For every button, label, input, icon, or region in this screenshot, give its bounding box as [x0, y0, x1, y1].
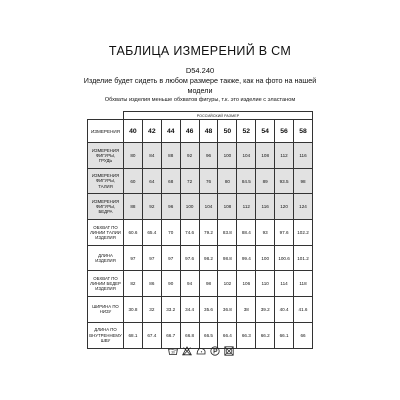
table-cell: 97: [161, 245, 180, 271]
table-cell: 84.5: [237, 168, 256, 194]
header-label: ИЗМЕРЕНИЯ: [88, 120, 124, 143]
table-cell: 98.2: [199, 245, 218, 271]
table-row: [88, 220, 313, 246]
table-cell: 66.7: [161, 322, 180, 348]
table-cell: 110: [256, 271, 275, 297]
table-cell: 106: [237, 271, 256, 297]
row-label: ИЗМЕРЕНИЯ ФИГУРЫ, ТАЛИЯ: [88, 168, 124, 194]
table-cell: 74.6: [180, 220, 199, 246]
table-row: [88, 194, 313, 220]
table-cell: 100: [256, 245, 275, 271]
fit-note: Изделие будет сидеть в любом размере также, как на фото на нашей модели: [83, 76, 317, 95]
table-cell: 60: [124, 168, 143, 194]
table-cell: 60.6: [124, 220, 143, 246]
table-cell: 80: [124, 143, 143, 169]
table-cell: 112: [237, 194, 256, 220]
table-cell: 80: [218, 168, 237, 194]
size-header-56: 56: [275, 120, 294, 143]
table-cell: 65.4: [142, 220, 161, 246]
table-cell: 30.8: [124, 297, 143, 323]
no-tumble-dry-icon: [224, 343, 234, 353]
size-header-54: 54: [256, 120, 275, 143]
table-cell: 94: [180, 271, 199, 297]
size-header-52: 52: [237, 120, 256, 143]
table-cell: 66.2: [256, 322, 275, 348]
elastane-note: Обхваты изделия меньше обхватов фигуры, т.к. это изделие с эластаном: [104, 97, 296, 103]
table-cell: 32: [142, 297, 161, 323]
table-cell: 67.4: [142, 322, 161, 348]
table-cell: 93.5: [275, 168, 294, 194]
row-label: ИЗМЕРЕНИЯ ФИГУРЫ, ГРУДЬ: [88, 143, 124, 169]
table-cell: 66.5: [199, 322, 218, 348]
table-cell: 66: [294, 322, 313, 348]
table-cell: 89: [256, 168, 275, 194]
table-cell: 79.2: [199, 220, 218, 246]
size-header-50: 50: [218, 120, 237, 143]
table-cell: 82: [124, 271, 143, 297]
table-cell: 66.1: [275, 322, 294, 348]
table-cell: 99.4: [237, 245, 256, 271]
table-cell: 34.4: [180, 297, 199, 323]
table-cell: 88: [161, 143, 180, 169]
table-cell: 97: [124, 245, 143, 271]
wash-30-icon: [168, 343, 178, 353]
table-cell: 66.4: [218, 322, 237, 348]
table-cell: 104: [199, 194, 218, 220]
table-cell: 36.8: [218, 297, 237, 323]
row-label: ОБХВАТ ПО ЛИНИИ ТАЛИИ ИЗДЕЛИЯ: [88, 220, 124, 246]
table-cell: 108: [256, 143, 275, 169]
svg-text:30: 30: [171, 350, 175, 355]
row-label: ДЛИНА ПО ВНУТРЕННЕМУ ШВУ: [88, 322, 124, 348]
table-row: [88, 297, 313, 323]
table-cell: 39.2: [256, 297, 275, 323]
iron-low-icon: [196, 343, 206, 353]
table-cell: 96: [199, 143, 218, 169]
table-cell: 38: [237, 297, 256, 323]
table-cell: 92: [142, 194, 161, 220]
care-symbols: [168, 342, 234, 354]
table-cell: 88.4: [237, 220, 256, 246]
table-cell: 101.2: [294, 245, 313, 271]
measurements-table: [87, 111, 313, 349]
table-cell: 90: [161, 271, 180, 297]
table-cell: 64: [142, 168, 161, 194]
table-cell: 97: [142, 245, 161, 271]
row-label: ДЛИНА ИЗДЕЛИЯ: [88, 245, 124, 271]
table-cell: 88: [124, 194, 143, 220]
measurements-table-container: [87, 111, 313, 349]
table-row: [88, 143, 313, 169]
size-header-40: 40: [124, 120, 143, 143]
header-row: [88, 120, 313, 143]
size-header-58: 58: [294, 120, 313, 143]
table-cell: 116: [294, 143, 313, 169]
product-code: D54.240: [185, 66, 215, 75]
row-label: ОБХВАТ ПО ЛИНИИ БЕДЕР ИЗДЕЛИЯ: [88, 271, 124, 297]
table-cell: 100.6: [275, 245, 294, 271]
table-cell: 108: [218, 194, 237, 220]
table-cell: 86: [142, 271, 161, 297]
table-row: [88, 168, 313, 194]
table-cell: 68: [161, 168, 180, 194]
table-cell: 97.6: [180, 245, 199, 271]
table-cell: 92: [180, 143, 199, 169]
table-cell: 83.8: [218, 220, 237, 246]
table-cell: 66.3: [237, 322, 256, 348]
dry-clean-p-icon: [210, 343, 220, 353]
table-cell: 124: [294, 194, 313, 220]
size-caption-row: [88, 112, 313, 120]
table-cell: 70: [161, 220, 180, 246]
table-row: [88, 245, 313, 271]
table-cell: 112: [275, 143, 294, 169]
size-header-44: 44: [161, 120, 180, 143]
table-cell: 120: [275, 194, 294, 220]
size-caption: РОССИЙСКИЙ РАЗМЕР: [124, 112, 313, 120]
table-cell: 118: [294, 271, 313, 297]
table-cell: 98: [294, 168, 313, 194]
table-cell: 96: [161, 194, 180, 220]
page-title: ТАБЛИЦА ИЗМЕРЕНИЙ В СМ: [108, 44, 292, 58]
table-cell: 98: [199, 271, 218, 297]
no-bleach-icon: [182, 343, 192, 353]
row-label: ШИРИНА ПО НИЗУ: [88, 297, 124, 323]
table-cell: 40.4: [275, 297, 294, 323]
table-cell: 72: [180, 168, 199, 194]
table-cell: 66.8: [180, 322, 199, 348]
table-cell: 116: [256, 194, 275, 220]
table-cell: 84: [142, 143, 161, 169]
size-header-48: 48: [199, 120, 218, 143]
table-cell: 100: [218, 143, 237, 169]
table-cell: 102: [218, 271, 237, 297]
table-cell: 102.2: [294, 220, 313, 246]
table-cell: 100: [180, 194, 199, 220]
table-cell: 68.1: [124, 322, 143, 348]
table-cell: 104: [237, 143, 256, 169]
table-cell: 41.6: [294, 297, 313, 323]
size-header-46: 46: [180, 120, 199, 143]
table-cell: 76: [199, 168, 218, 194]
table-cell: 93: [256, 220, 275, 246]
size-header-42: 42: [142, 120, 161, 143]
table-cell: 98.8: [218, 245, 237, 271]
table-cell: 35.6: [199, 297, 218, 323]
table-row: [88, 271, 313, 297]
table-cell: 114: [275, 271, 294, 297]
table-cell: 33.2: [161, 297, 180, 323]
row-label: ИЗМЕРЕНИЯ ФИГУРЫ, БЕДРА: [88, 194, 124, 220]
table-cell: 97.6: [275, 220, 294, 246]
